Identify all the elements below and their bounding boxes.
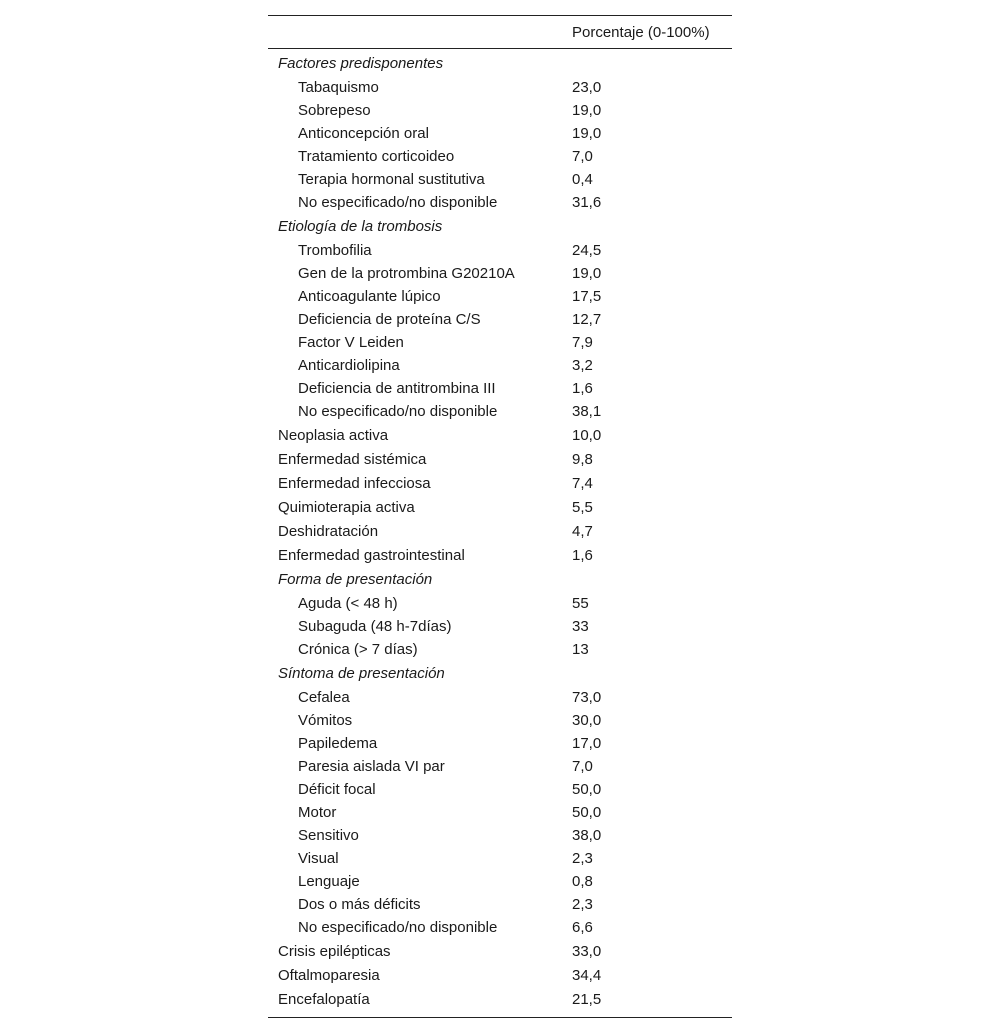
table-row — [268, 638, 732, 661]
table-section-heading — [268, 568, 732, 592]
table-row — [268, 615, 732, 638]
table-row — [268, 472, 732, 495]
section-label: Etiología de la trombosis — [278, 218, 443, 235]
row-label: Déficit focal — [298, 781, 376, 798]
row-value: 7,0 — [572, 148, 593, 165]
table-row — [268, 870, 732, 893]
table-row — [268, 145, 732, 168]
row-value: 10,0 — [572, 427, 602, 444]
row-value: 19,0 — [572, 125, 602, 142]
row-value: 21,5 — [572, 991, 602, 1008]
table-row — [268, 331, 732, 354]
row-value: 3,2 — [572, 357, 593, 374]
table-row — [268, 99, 732, 122]
row-value: 17,0 — [572, 735, 602, 752]
table-row — [268, 191, 732, 214]
row-label: Enfermedad gastrointestinal — [278, 547, 465, 564]
row-value: 30,0 — [572, 712, 602, 729]
table-row — [268, 76, 732, 99]
row-label: Dos o más déficits — [298, 896, 421, 913]
row-label: Crisis epilépticas — [278, 943, 391, 960]
section-label: Factores predisponentes — [278, 55, 444, 72]
table-row — [268, 262, 732, 285]
table-section-heading — [268, 215, 732, 239]
row-label: Anticoagulante lúpico — [298, 288, 441, 305]
row-value: 12,7 — [572, 311, 602, 328]
row-label: Gen de la protrombina G20210A — [298, 265, 515, 282]
row-value: 55 — [572, 595, 589, 612]
table-row — [268, 308, 732, 331]
row-label: Trombofilia — [298, 242, 372, 259]
row-value: 33,0 — [572, 943, 602, 960]
table-row — [268, 824, 732, 847]
row-label: Paresia aislada VI par — [298, 758, 445, 775]
row-value: 34,4 — [572, 967, 602, 984]
row-label: Terapia hormonal sustitutiva — [298, 171, 485, 188]
row-value: 13 — [572, 641, 589, 658]
row-value: 19,0 — [572, 102, 602, 119]
table-body — [268, 49, 732, 1017]
row-value: 24,5 — [572, 242, 602, 259]
table-row — [268, 801, 732, 824]
row-value: 38,1 — [572, 403, 602, 420]
table-section-heading — [268, 52, 732, 76]
table-row — [268, 285, 732, 308]
row-value: 7,9 — [572, 334, 593, 351]
row-value: 6,6 — [572, 919, 593, 936]
section-label: Síntoma de presentación — [278, 665, 445, 682]
row-label: Anticardiolipina — [298, 357, 400, 374]
row-label: Factor V Leiden — [298, 334, 404, 351]
section-label: Forma de presentación — [278, 571, 433, 588]
row-value: 17,5 — [572, 288, 602, 305]
row-label: Subaguda (48 h-7días) — [298, 618, 452, 635]
table-row — [268, 988, 732, 1011]
row-label: Enfermedad sistémica — [278, 451, 427, 468]
row-label: Papiledema — [298, 735, 378, 752]
row-value: 1,6 — [572, 380, 593, 397]
row-value: 7,0 — [572, 758, 593, 775]
table-row — [268, 778, 732, 801]
row-label: Tratamiento corticoideo — [298, 148, 455, 165]
row-label: Tabaquismo — [298, 79, 379, 96]
row-label: Deficiencia de proteína C/S — [298, 311, 481, 328]
table-row — [268, 755, 732, 778]
row-label: Encefalopatía — [278, 991, 370, 1008]
table-row — [268, 732, 732, 755]
row-label: Vómitos — [298, 712, 353, 729]
table-row — [268, 940, 732, 963]
row-value: 9,8 — [572, 451, 593, 468]
row-label: Oftalmoparesia — [278, 967, 380, 984]
table-bottom-rule — [268, 1017, 732, 1018]
row-label: No especificado/no disponible — [298, 919, 498, 936]
table-section-heading — [268, 662, 732, 686]
table-row — [268, 354, 732, 377]
row-label: Crónica (> 7 días) — [298, 641, 418, 658]
table-row — [268, 847, 732, 870]
row-label: Lenguaje — [298, 873, 360, 890]
table-row — [268, 709, 732, 732]
row-value: 31,6 — [572, 194, 602, 211]
row-label: Enfermedad infecciosa — [278, 475, 431, 492]
data-table — [268, 15, 732, 1018]
table-row — [268, 496, 732, 519]
row-value: 2,3 — [572, 896, 593, 913]
row-label: Aguda (< 48 h) — [298, 595, 398, 612]
row-value: 2,3 — [572, 850, 593, 867]
table-row — [268, 544, 732, 567]
row-value: 50,0 — [572, 781, 602, 798]
row-label: Deficiencia de antitrombina III — [298, 380, 496, 397]
table-row — [268, 520, 732, 543]
table-row — [268, 916, 732, 939]
row-label: Quimioterapia activa — [278, 499, 415, 516]
row-label: Motor — [298, 804, 337, 821]
table-row — [268, 424, 732, 447]
table-row — [268, 400, 732, 423]
table-header-row — [268, 16, 732, 48]
row-label: Neoplasia activa — [278, 427, 389, 444]
row-value: 7,4 — [572, 475, 593, 492]
row-label: Anticoncepción oral — [298, 125, 429, 142]
column-header-percentage: Porcentaje (0-100%) — [572, 24, 710, 41]
table-row — [268, 964, 732, 987]
row-value: 0,4 — [572, 171, 593, 188]
row-label: Sobrepeso — [298, 102, 371, 119]
table-row — [268, 239, 732, 262]
row-label: Cefalea — [298, 689, 350, 706]
row-value: 1,6 — [572, 547, 593, 564]
table-row — [268, 168, 732, 191]
row-label: No especificado/no disponible — [298, 194, 498, 211]
row-label: Sensitivo — [298, 827, 359, 844]
table-row — [268, 448, 732, 471]
row-value: 73,0 — [572, 689, 602, 706]
row-value: 23,0 — [572, 79, 602, 96]
table-row — [268, 592, 732, 615]
row-label: Deshidratación — [278, 523, 379, 540]
table-row — [268, 122, 732, 145]
table-row — [268, 893, 732, 916]
table-row — [268, 377, 732, 400]
row-value: 50,0 — [572, 804, 602, 821]
row-value: 33 — [572, 618, 589, 635]
row-label: Visual — [298, 850, 339, 867]
row-value: 5,5 — [572, 499, 593, 516]
table-row — [268, 686, 732, 709]
row-value: 38,0 — [572, 827, 602, 844]
row-value: 0,8 — [572, 873, 593, 890]
row-label: No especificado/no disponible — [298, 403, 498, 420]
row-value: 19,0 — [572, 265, 602, 282]
row-value: 4,7 — [572, 523, 593, 540]
